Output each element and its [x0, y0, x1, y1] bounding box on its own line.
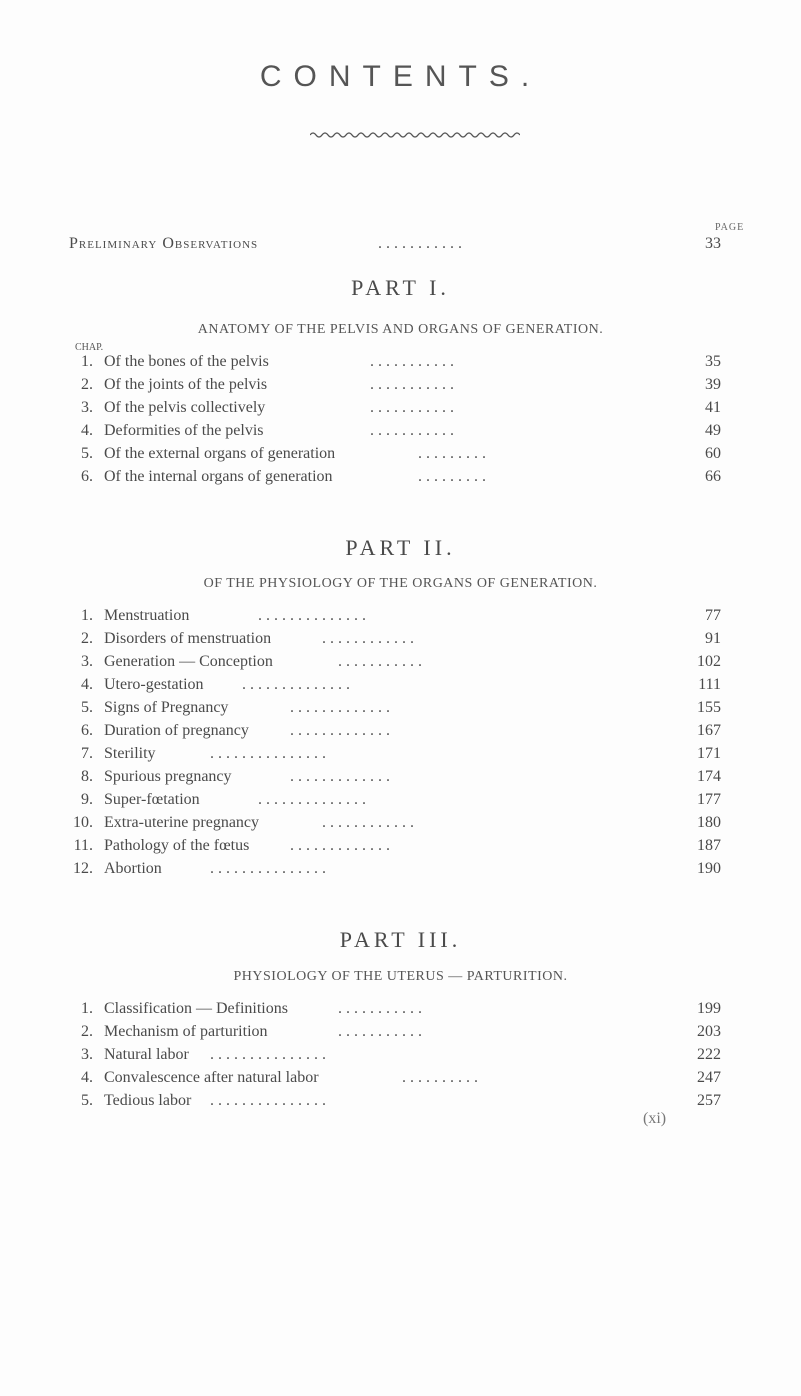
chapter-number: 11. — [73, 837, 93, 854]
toc-entry-preliminary — [0, 234, 801, 254]
leader-dots: . . . . . . . . . . . — [338, 1023, 422, 1040]
chapter-number: 1. — [81, 1000, 93, 1017]
chapter-number: 2. — [81, 376, 93, 393]
leader-dots: . . . . . . . . . . . . . . . — [210, 860, 326, 877]
chapter-title: Abortion — [104, 860, 162, 877]
toc-entry — [0, 629, 801, 649]
toc-entry — [0, 444, 801, 464]
chapter-page: 187 — [697, 837, 721, 854]
chapter-page: 171 — [697, 745, 721, 762]
chapter-number: 4. — [81, 1069, 93, 1086]
toc-entry — [0, 790, 801, 810]
toc-entry-title: Preliminary Observations — [69, 235, 259, 252]
chapter-title: Menstruation — [104, 607, 190, 624]
page-column-label: PAGE — [715, 222, 745, 233]
toc-entry — [0, 767, 801, 787]
chapter-title: Sterility — [104, 745, 156, 762]
chapter-page: 77 — [705, 607, 721, 624]
chapter-title: Deformities of the pelvis — [104, 422, 264, 439]
part-subtitle: OF THE PHYSIOLOGY OF THE ORGANS OF GENERATION. — [203, 576, 598, 591]
chapter-page: 203 — [697, 1023, 721, 1040]
leader-dots: . . . . . . . . . — [418, 445, 486, 462]
leader-dots: . . . . . . . . . . . — [338, 1000, 422, 1017]
chapter-page: 35 — [705, 353, 721, 370]
chapter-title: Spurious pregnancy — [104, 768, 232, 785]
chapter-number: 5. — [81, 445, 93, 462]
chapter-title: Tedious labor — [104, 1092, 192, 1109]
chapter-page: 39 — [705, 376, 721, 393]
page-title: CONTENTS. — [259, 60, 542, 93]
leader-dots: . . . . . . . . . . . — [370, 422, 454, 439]
chapter-page: 174 — [697, 768, 721, 785]
chapter-page: 102 — [697, 653, 721, 670]
toc-entry — [0, 467, 801, 487]
chapter-number: 6. — [81, 722, 93, 739]
part-heading: PART III. — [339, 927, 462, 952]
toc-entry — [0, 859, 801, 879]
chapter-page: 111 — [698, 676, 721, 693]
leader-dots: . . . . . . . . . . . — [370, 353, 454, 370]
chapter-number: 2. — [81, 630, 93, 647]
chapter-page: 66 — [705, 468, 721, 485]
leader-dots: . . . . . . . . . . . . . — [290, 837, 390, 854]
toc-entry — [0, 836, 801, 856]
leader-dots: . . . . . . . . . . . . . . . — [210, 1046, 326, 1063]
chapter-title: Of the pelvis collectively — [104, 399, 266, 416]
chapter-number: 5. — [81, 1092, 93, 1109]
part-subtitle: ANATOMY OF THE PELVIS AND ORGANS OF GENERATION. — [197, 322, 604, 337]
chapter-number: 1. — [81, 353, 93, 370]
chapter-number: 3. — [81, 399, 93, 416]
chapter-number: 2. — [81, 1023, 93, 1040]
leader-dots: . . . . . . . . . . . . . . . — [210, 1092, 326, 1109]
leader-dots: . . . . . . . . . . . — [370, 376, 454, 393]
toc-entry — [0, 1068, 801, 1088]
toc-entry — [0, 1045, 801, 1065]
chapter-page: 180 — [697, 814, 721, 831]
leader-dots: . . . . . . . . . . . . . . — [258, 607, 366, 624]
chapter-page: 155 — [697, 699, 721, 716]
chapter-title: Signs of Pregnancy — [104, 699, 229, 716]
toc-entry — [0, 813, 801, 833]
chapter-page: 177 — [697, 791, 721, 808]
chapter-number: 9. — [81, 791, 93, 808]
chapter-page: 167 — [697, 722, 721, 739]
chapter-page: 91 — [705, 630, 721, 647]
chapter-page: 222 — [697, 1046, 721, 1063]
toc-entry — [0, 352, 801, 372]
toc-entry — [0, 999, 801, 1019]
toc-entry — [0, 606, 801, 626]
toc-entry — [0, 1091, 801, 1111]
chapter-number: 6. — [81, 468, 93, 485]
chapter-page: 247 — [697, 1069, 721, 1086]
chapter-page: 41 — [705, 399, 721, 416]
part-heading: PART I. — [351, 275, 450, 300]
leader-dots: . . . . . . . . . . . . — [322, 814, 414, 831]
toc-entry — [0, 744, 801, 764]
part-heading: PART II. — [345, 535, 456, 560]
toc-entry-page: 33 — [705, 235, 721, 252]
leader-dots: . . . . . . . . . . . — [378, 235, 462, 252]
chapter-title: Classification — Definitions — [104, 1000, 288, 1017]
leader-dots: . . . . . . . . . . . . . — [290, 699, 390, 716]
chapter-number: 5. — [81, 699, 93, 716]
page-folio: (xi) — [643, 1110, 667, 1127]
chapter-title: Natural labor — [104, 1046, 189, 1063]
part-subtitle: PHYSIOLOGY OF THE UTERUS — PARTURITION. — [233, 969, 568, 984]
chapter-title: Generation — Conception — [104, 653, 273, 670]
chapter-title: Disorders of menstruation — [104, 630, 272, 647]
chapter-number: 3. — [81, 1046, 93, 1063]
chapter-title: Convalescence after natural labor — [104, 1069, 319, 1086]
leader-dots: . . . . . . . . . . . . . — [290, 722, 390, 739]
chapter-number: 10. — [73, 814, 93, 831]
chapter-page: 199 — [697, 1000, 721, 1017]
chapter-title: Extra-uterine pregnancy — [104, 814, 260, 831]
leader-dots: . . . . . . . . . . . . . . — [242, 676, 350, 693]
leader-dots: . . . . . . . . . . . . . . — [258, 791, 366, 808]
chapter-page: 257 — [697, 1092, 721, 1109]
chapter-number: 3. — [81, 653, 93, 670]
chapter-title: Duration of pregnancy — [104, 722, 249, 739]
toc-entry — [0, 1022, 801, 1042]
toc-entry — [0, 375, 801, 395]
chapter-page: 190 — [697, 860, 721, 877]
leader-dots: . . . . . . . . . . — [402, 1069, 478, 1086]
chapter-number: 4. — [81, 676, 93, 693]
leader-dots: . . . . . . . . . . . . . . . — [210, 745, 326, 762]
toc-entry — [0, 721, 801, 741]
chapter-number: 12. — [73, 860, 93, 877]
toc-entry — [0, 675, 801, 695]
wavy-rule-ornament — [310, 130, 520, 140]
leader-dots: . . . . . . . . . . . — [370, 399, 454, 416]
chapter-number: 7. — [81, 745, 93, 762]
leader-dots: . . . . . . . . . . . — [338, 653, 422, 670]
chapter-page: 60 — [705, 445, 721, 462]
chapter-title: Utero-gestation — [104, 676, 204, 693]
toc-entry — [0, 698, 801, 718]
toc-entry — [0, 398, 801, 418]
toc-entry — [0, 421, 801, 441]
chapter-title: Of the bones of the pelvis — [104, 353, 269, 370]
toc-entry — [0, 652, 801, 672]
chapter-title: Super-fœtation — [104, 791, 200, 808]
chapter-title: Of the external organs of generation — [104, 445, 336, 462]
leader-dots: . . . . . . . . . — [418, 468, 486, 485]
leader-dots: . . . . . . . . . . . . — [322, 630, 414, 647]
chapter-title: Of the joints of the pelvis — [104, 376, 268, 393]
leader-dots: . . . . . . . . . . . . . — [290, 768, 390, 785]
chap-column-label: CHAP. — [75, 342, 104, 353]
chapter-number: 1. — [81, 607, 93, 624]
chapter-number: 8. — [81, 768, 93, 785]
chapter-page: 49 — [705, 422, 721, 439]
chapter-title: Of the internal organs of generation — [104, 468, 333, 485]
chapter-title: Pathology of the fœtus — [104, 837, 250, 854]
chapter-number: 4. — [81, 422, 93, 439]
chapter-title: Mechanism of parturition — [104, 1023, 268, 1040]
